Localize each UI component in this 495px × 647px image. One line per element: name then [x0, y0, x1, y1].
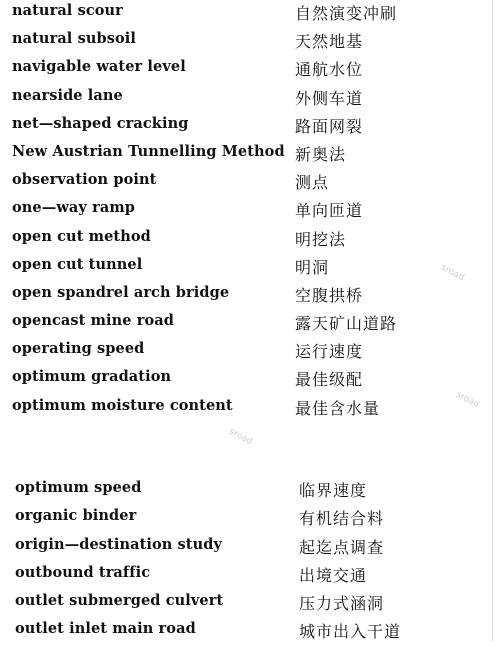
english-term: open cut tunnel [12, 255, 143, 273]
english-term: nearside lane [12, 86, 123, 104]
glossary-entry [0, 0, 495, 28]
glossary-entry [0, 141, 495, 169]
chinese-term: 临界速度 [299, 481, 368, 500]
chinese-term: 城市出入干道 [299, 622, 402, 642]
chinese-term: 运行速度 [295, 342, 364, 362]
watermark: sroad [439, 262, 466, 284]
chinese-term: 明挖法 [295, 229, 347, 249]
english-term: optimum moisture content [12, 396, 233, 414]
english-term: outlet inlet main road [15, 620, 196, 638]
glossary-entry [0, 56, 495, 84]
chinese-term: 最佳级配 [295, 370, 364, 390]
chinese-term: 出境交通 [299, 565, 368, 585]
chinese-term: 通航水位 [295, 60, 364, 80]
watermark: sroad [454, 389, 481, 411]
glossary-entry [0, 477, 495, 505]
glossary-entry [0, 395, 495, 423]
page-edge-rule [492, 0, 493, 641]
glossary-entry [0, 28, 495, 56]
chinese-term: 自然演变冲刷 [295, 4, 398, 23]
glossary-entry [0, 505, 495, 533]
english-term: outbound traffic [15, 563, 151, 581]
english-term: New Austrian Tunnelling Method [12, 142, 285, 160]
english-term: organic binder [15, 507, 137, 525]
glossary-entry [0, 282, 495, 310]
glossary-entry [0, 562, 495, 590]
watermark: sroad [227, 426, 254, 448]
chinese-term: 测点 [295, 173, 330, 193]
glossary-entry [0, 113, 495, 141]
english-term: one—way ramp [12, 199, 136, 217]
english-term: natural scour [12, 2, 123, 19]
chinese-term: 最佳含水量 [295, 398, 381, 418]
glossary-entry [0, 310, 495, 338]
glossary-entry [0, 590, 495, 618]
english-term: operating speed [12, 340, 145, 358]
chinese-term: 空腹拱桥 [295, 285, 364, 305]
english-term: optimum gradation [12, 368, 172, 386]
glossary-entry [0, 197, 495, 225]
english-term: net—shaped cracking [12, 114, 189, 132]
chinese-term: 路面网裂 [295, 116, 364, 136]
glossary-entry [0, 85, 495, 113]
english-term: optimum speed [15, 479, 142, 496]
english-term: origin—destination study [15, 535, 223, 553]
glossary-entry [0, 254, 495, 282]
glossary-entry [0, 338, 495, 366]
chinese-term: 明洞 [295, 257, 330, 277]
chinese-term: 起迄点调查 [299, 537, 385, 557]
english-term: outlet submerged culvert [15, 592, 224, 610]
chinese-term: 外侧车道 [295, 88, 364, 108]
english-term: natural subsoil [12, 30, 136, 48]
glossary-entry [0, 366, 495, 394]
english-term: open cut method [12, 227, 151, 245]
glossary-section-bottom [0, 477, 495, 647]
chinese-term: 有机结合料 [299, 509, 385, 529]
chinese-term: 露天矿山道路 [295, 314, 398, 334]
glossary-entry [0, 169, 495, 197]
english-term: opencast mine road [12, 312, 175, 330]
glossary-entry [0, 618, 495, 646]
chinese-term: 新奥法 [295, 144, 347, 164]
english-term: open spandrel arch bridge [12, 283, 230, 301]
chinese-term: 单向匝道 [295, 201, 364, 221]
english-term: navigable water level [12, 58, 186, 76]
glossary-entry [0, 534, 495, 562]
chinese-term: 压力式涵洞 [299, 594, 385, 614]
glossary-entry [0, 226, 495, 254]
chinese-term: 天然地基 [295, 32, 364, 52]
english-term: observation point [12, 171, 157, 189]
